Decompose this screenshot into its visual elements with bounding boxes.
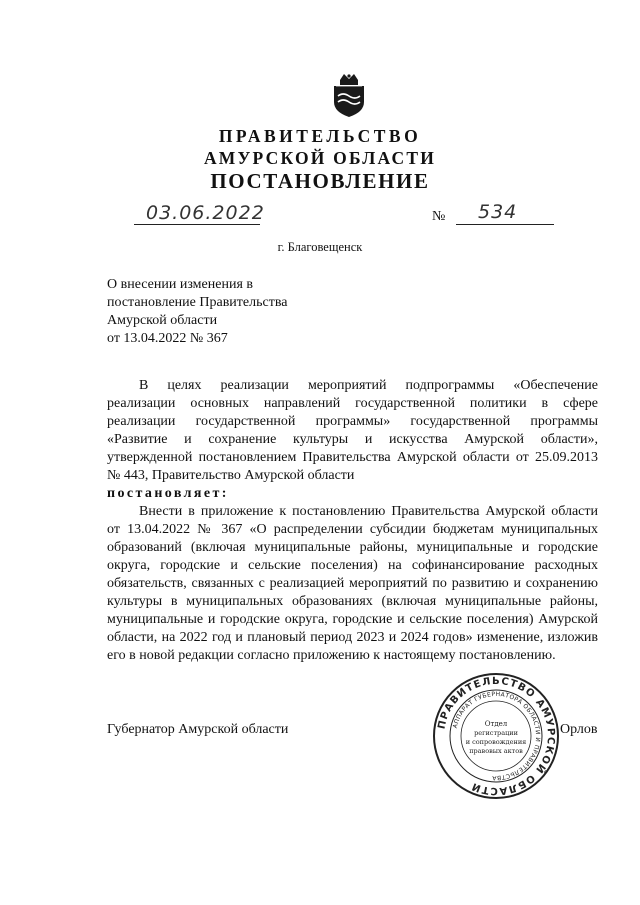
seal-center-line: и сопровождения	[465, 738, 527, 746]
body-line: «Развитие и сохранение культуры и искусства Амурской области»,	[107, 432, 598, 447]
body-line: муниципальные и городские округа, городские и сельские поселения) Амурской	[107, 612, 598, 627]
seal-outer-text: ПРАВИТЕЛЬСТВО АМУРСКОЙ ОБЛАСТИ	[436, 675, 557, 797]
document-body	[107, 377, 598, 665]
seal-center-line: Отдел	[484, 720, 508, 728]
document-title: ПОСТАНОВЛЕНИЕ	[210, 169, 430, 193]
date-underline	[134, 224, 260, 225]
body-line: обязательств, связанных с реализацией мероприятий по развитию и сохранению	[107, 576, 598, 591]
official-seal	[432, 672, 560, 800]
seal-center-line: правовых актов	[469, 747, 523, 755]
number-label: №	[432, 209, 446, 224]
body-line: округа, городские и сельские поселения) на софинансирование расходных	[107, 558, 598, 573]
body-line: его в новой редакции согласно приложению к настоящему постановлению.	[107, 648, 556, 663]
body-line: Внести в приложение к постановлению Правительства Амурской области	[139, 504, 598, 519]
body-line: культуры в муниципальных образованиях (включая муниципальные районы,	[107, 594, 598, 609]
government-name-line2: АМУРСКОЙ ОБЛАСТИ	[203, 148, 437, 168]
body-line: утвержденной постановлением Правительства Амурской области от 25.09.2013	[107, 450, 598, 465]
body-line: образований (включая муниципальные районы, муниципальные и городские	[107, 540, 598, 555]
city: г. Благовещенск	[277, 240, 363, 254]
government-name-line1: ПРАВИТЕЛЬСТВО	[218, 126, 422, 146]
subject-line: Амурской области	[107, 313, 218, 328]
body-line: области, на 2022 год и плановый период 2023 и 2024 годов» изменение, изложив	[107, 630, 598, 645]
decree-word: постановляет:	[107, 486, 229, 501]
document-subject	[107, 276, 287, 348]
seal-center-line: регистрации	[474, 729, 518, 737]
signatory-surname: Орлов	[560, 722, 598, 737]
number-underline	[456, 224, 554, 225]
coat-of-arms-icon	[330, 72, 368, 118]
body-line: реализации основных направлений государственной политики в сфере	[107, 396, 598, 411]
subject-line: постановление Правительства	[107, 295, 288, 310]
document-date: 03.06.2022	[146, 202, 265, 224]
body-line: от 13.04.2022 № 367 «О распределении субсидии бюджетам муниципальных	[107, 522, 598, 537]
seal-inner-text: АППАРАТ ГУБЕРНАТОРА ОБЛАСТИ И ПРАВИТЕЛЬСТВА	[451, 690, 542, 782]
subject-line: от 13.04.2022 № 367	[107, 331, 228, 346]
body-line: В целях реализации мероприятий подпрограммы «Обеспечение	[139, 378, 598, 393]
subject-line: О внесении изменения в	[107, 277, 253, 292]
body-line: № 443, Правительство Амурской области	[107, 468, 355, 483]
signatory-position: Губернатор Амурской области	[107, 722, 289, 737]
body-line: реализации государственной программы» государственной программы	[107, 414, 598, 429]
document-number: 534	[478, 201, 518, 223]
